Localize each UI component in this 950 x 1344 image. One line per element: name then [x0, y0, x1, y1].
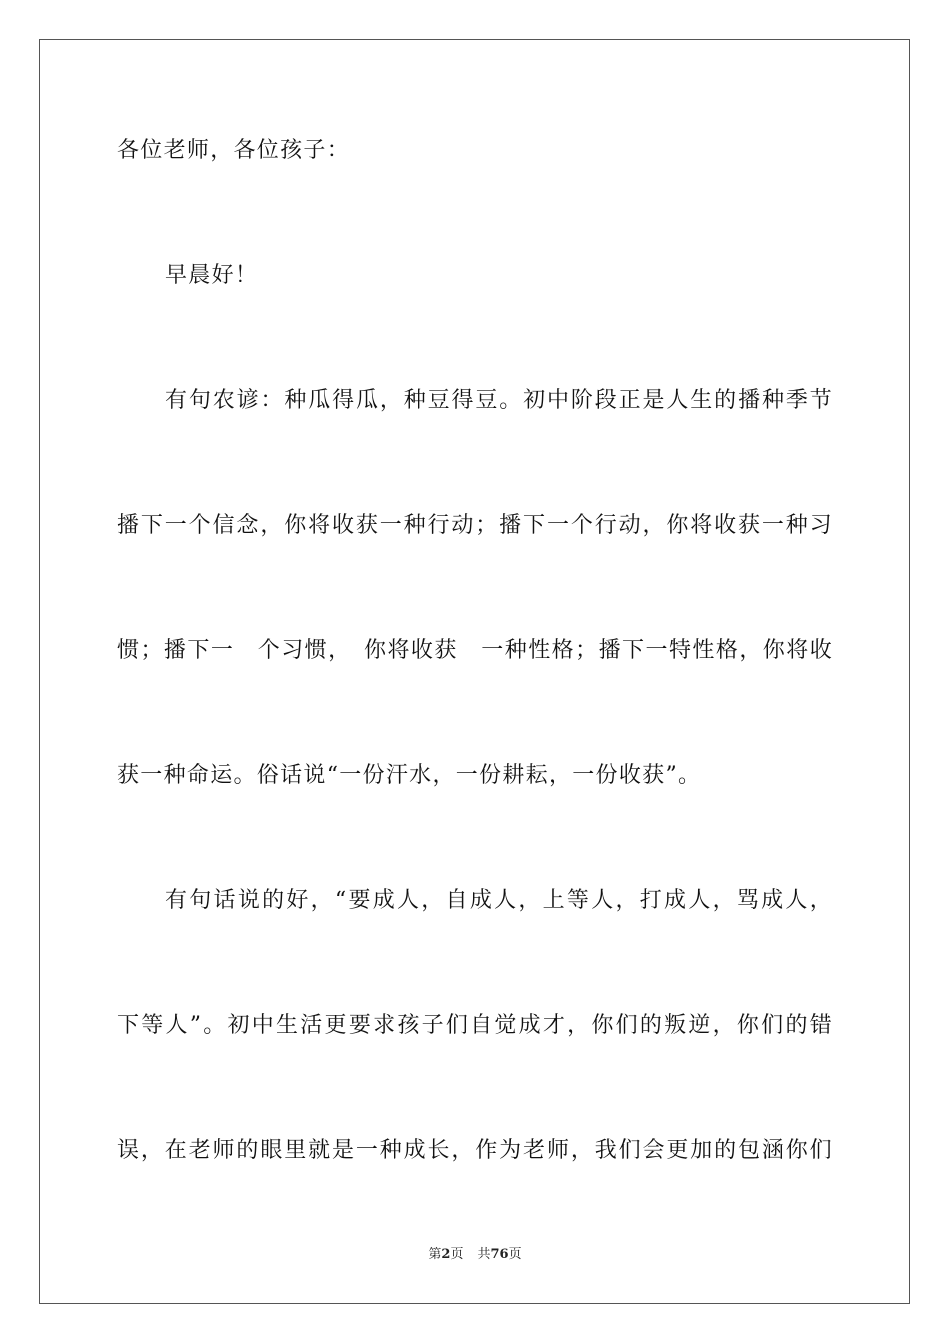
- total-pages: 76: [490, 1247, 509, 1262]
- greeting-line: 早晨好！: [165, 263, 259, 288]
- paragraph-line: 误，在老师的眼里就是一种成长，作为老师，我们会更加的包涵你们: [117, 1138, 833, 1163]
- page-footer: [0, 1246, 950, 1264]
- total-suffix: 页: [508, 1247, 522, 1262]
- page-border: [39, 39, 910, 1304]
- page-suffix: 页: [450, 1247, 464, 1262]
- paragraph-line: 获一种命运。俗话说“一份汗水，一份耕耘，一份收获”。: [117, 763, 702, 788]
- paragraph-line: 有句话说的好，“要成人，自成人，上等人，打成人，骂成人，: [165, 888, 833, 913]
- salutation-line: 各位老师，各位孩子：: [117, 138, 351, 163]
- paragraph-line: 惯；播下一 个习惯， 你将收获 一种性格；播下一特性格，你将收: [117, 638, 833, 663]
- paragraph-line: 有句农谚：种瓜得瓜，种豆得豆。初中阶段正是人生的播种季节: [165, 388, 833, 413]
- total-prefix: 共: [477, 1247, 491, 1262]
- page-prefix: 第: [428, 1247, 442, 1262]
- paragraph-line: 播下一个信念，你将收获一种行动；播下一个行动，你将收获一种习: [117, 513, 833, 538]
- page-number: 2: [441, 1247, 451, 1262]
- paragraph-line: 下等人”。初中生活更要求孩子们自觉成才，你们的叛逆，你们的错: [117, 1013, 833, 1038]
